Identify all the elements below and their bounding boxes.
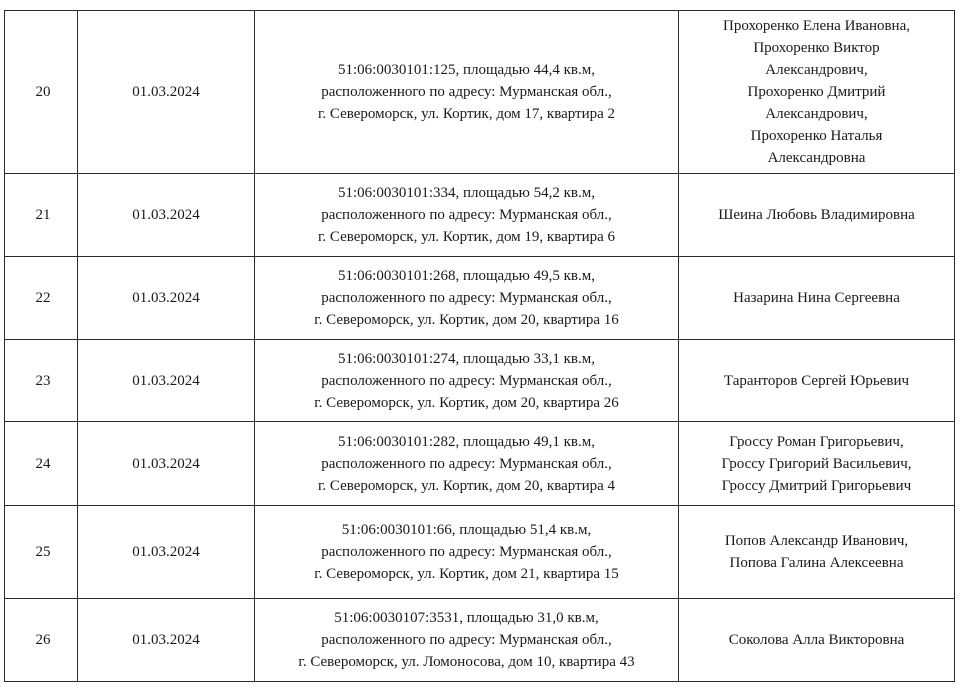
property-line: г. Североморск, ул. Кортик, дом 20, квартира 4 — [317, 477, 616, 494]
property-line: 51:06:0030101:274, площадью 33,1 кв.м, — [337, 350, 595, 367]
property-line: расположенного по адресу: Мурманская обл., — [321, 544, 612, 560]
owner-line: Шеина Любовь Владимировна — [718, 207, 915, 223]
owner-line: Попова Галина Алексеевна — [729, 555, 904, 571]
document-table-wrapper — [4, 10, 955, 682]
date-cell — [78, 599, 255, 682]
row-number-cell — [5, 506, 78, 599]
property-line: 51:06:0030101:268, площадью 49,5 кв.м, — [337, 268, 595, 284]
property-line: расположенного по адресу: Мурманская обл., — [321, 290, 612, 306]
row-number: 25 — [35, 544, 51, 560]
owner-cell — [679, 257, 955, 340]
row-number-cell — [5, 422, 78, 506]
row-number: 24 — [35, 455, 51, 472]
property-line: 51:06:0030101:282, площадью 49,1 кв.м, — [337, 433, 595, 450]
date-cell — [78, 340, 255, 422]
row-date: 01.03.2024 — [132, 632, 200, 648]
property-line: г. Североморск, ул. Кортик, дом 20, квартира 16 — [314, 312, 619, 328]
property-cell — [255, 257, 679, 340]
row-number: 21 — [35, 207, 51, 223]
owner-line: Гроссу Дмитрий Григорьевич — [721, 477, 912, 494]
property-line: расположенного по адресу: Мурманская обл., — [321, 372, 612, 389]
owner-cell — [679, 422, 955, 506]
row-date: 01.03.2024 — [132, 290, 200, 306]
owner-cell — [679, 11, 955, 174]
date-cell — [78, 422, 255, 506]
row-date: 01.03.2024 — [132, 455, 200, 472]
property-line: г. Североморск, ул. Кортик, дом 17, квартира 2 — [317, 106, 616, 122]
row-date: 01.03.2024 — [132, 544, 200, 560]
property-cell — [255, 11, 679, 174]
row-date: 01.03.2024 — [132, 372, 200, 389]
property-cell — [255, 340, 679, 422]
owner-line: Гроссу Роман Григорьевич, — [729, 433, 904, 450]
row-date: 01.03.2024 — [132, 207, 200, 223]
owner-line: Александрович, — [765, 106, 868, 122]
row-number-cell — [5, 174, 78, 257]
row-date: 01.03.2024 — [132, 84, 200, 100]
property-cell — [255, 599, 679, 682]
property-line: г. Североморск, ул. Ломоносова, дом 10, квартира 43 — [298, 654, 635, 670]
owner-line: Прохоренко Елена Ивановна, — [722, 18, 910, 34]
row-number: 22 — [35, 290, 51, 306]
owner-cell — [679, 599, 955, 682]
row-number-cell — [5, 257, 78, 340]
table-row — [5, 599, 955, 682]
property-line: г. Североморск, ул. Кортик, дом 21, квартира 15 — [314, 566, 619, 582]
property-line: расположенного по адресу: Мурманская обл., — [321, 455, 612, 472]
property-line: 51:06:0030101:334, площадью 54,2 кв.м, — [337, 185, 595, 201]
owner-line: Прохоренко Дмитрий — [747, 84, 886, 100]
row-number: 20 — [35, 84, 51, 100]
property-line: 51:06:0030107:3531, площадью 31,0 кв.м, — [334, 610, 599, 626]
owner-cell — [679, 174, 955, 257]
property-line: расположенного по адресу: Мурманская обл., — [321, 632, 612, 648]
property-line: 51:06:0030101:66, площадью 51,4 кв.м, — [341, 522, 592, 538]
date-cell — [78, 11, 255, 174]
owner-line: Гроссу Григорий Васильевич, — [721, 455, 912, 472]
property-cell — [255, 506, 679, 599]
row-number-cell — [5, 340, 78, 422]
table-row — [5, 174, 955, 257]
table-row — [5, 506, 955, 599]
owner-line: Прохоренко Наталья — [750, 128, 883, 144]
property-line: г. Североморск, ул. Кортик, дом 19, квартира 6 — [317, 229, 616, 245]
date-cell — [78, 506, 255, 599]
table-row — [5, 11, 955, 174]
property-owners-table — [4, 10, 955, 682]
owner-line: Попов Александр Иванович, — [724, 533, 909, 549]
owner-cell — [679, 506, 955, 599]
owner-cell — [679, 340, 955, 422]
owner-line: Соколова Алла Викторовна — [728, 632, 905, 648]
date-cell — [78, 257, 255, 340]
owner-line: Александровна — [767, 150, 866, 166]
property-line: расположенного по адресу: Мурманская обл., — [321, 84, 612, 100]
table-row — [5, 340, 955, 422]
owner-line: Прохоренко Виктор — [753, 40, 880, 56]
table-row — [5, 257, 955, 340]
row-number-cell — [5, 11, 78, 174]
property-cell — [255, 422, 679, 506]
property-line: г. Североморск, ул. Кортик, дом 20, квартира 26 — [314, 394, 619, 411]
row-number-cell — [5, 599, 78, 682]
date-cell — [78, 174, 255, 257]
owner-line: Назарина Нина Сергеевна — [733, 290, 900, 306]
property-line: 51:06:0030101:125, площадью 44,4 кв.м, — [337, 62, 595, 78]
owner-line: Александрович, — [765, 62, 868, 78]
owner-line: Таранторов Сергей Юрьевич — [723, 372, 910, 389]
property-line: расположенного по адресу: Мурманская обл., — [321, 207, 612, 223]
row-number: 26 — [35, 632, 51, 648]
table-row — [5, 422, 955, 506]
property-cell — [255, 174, 679, 257]
row-number: 23 — [35, 372, 51, 389]
